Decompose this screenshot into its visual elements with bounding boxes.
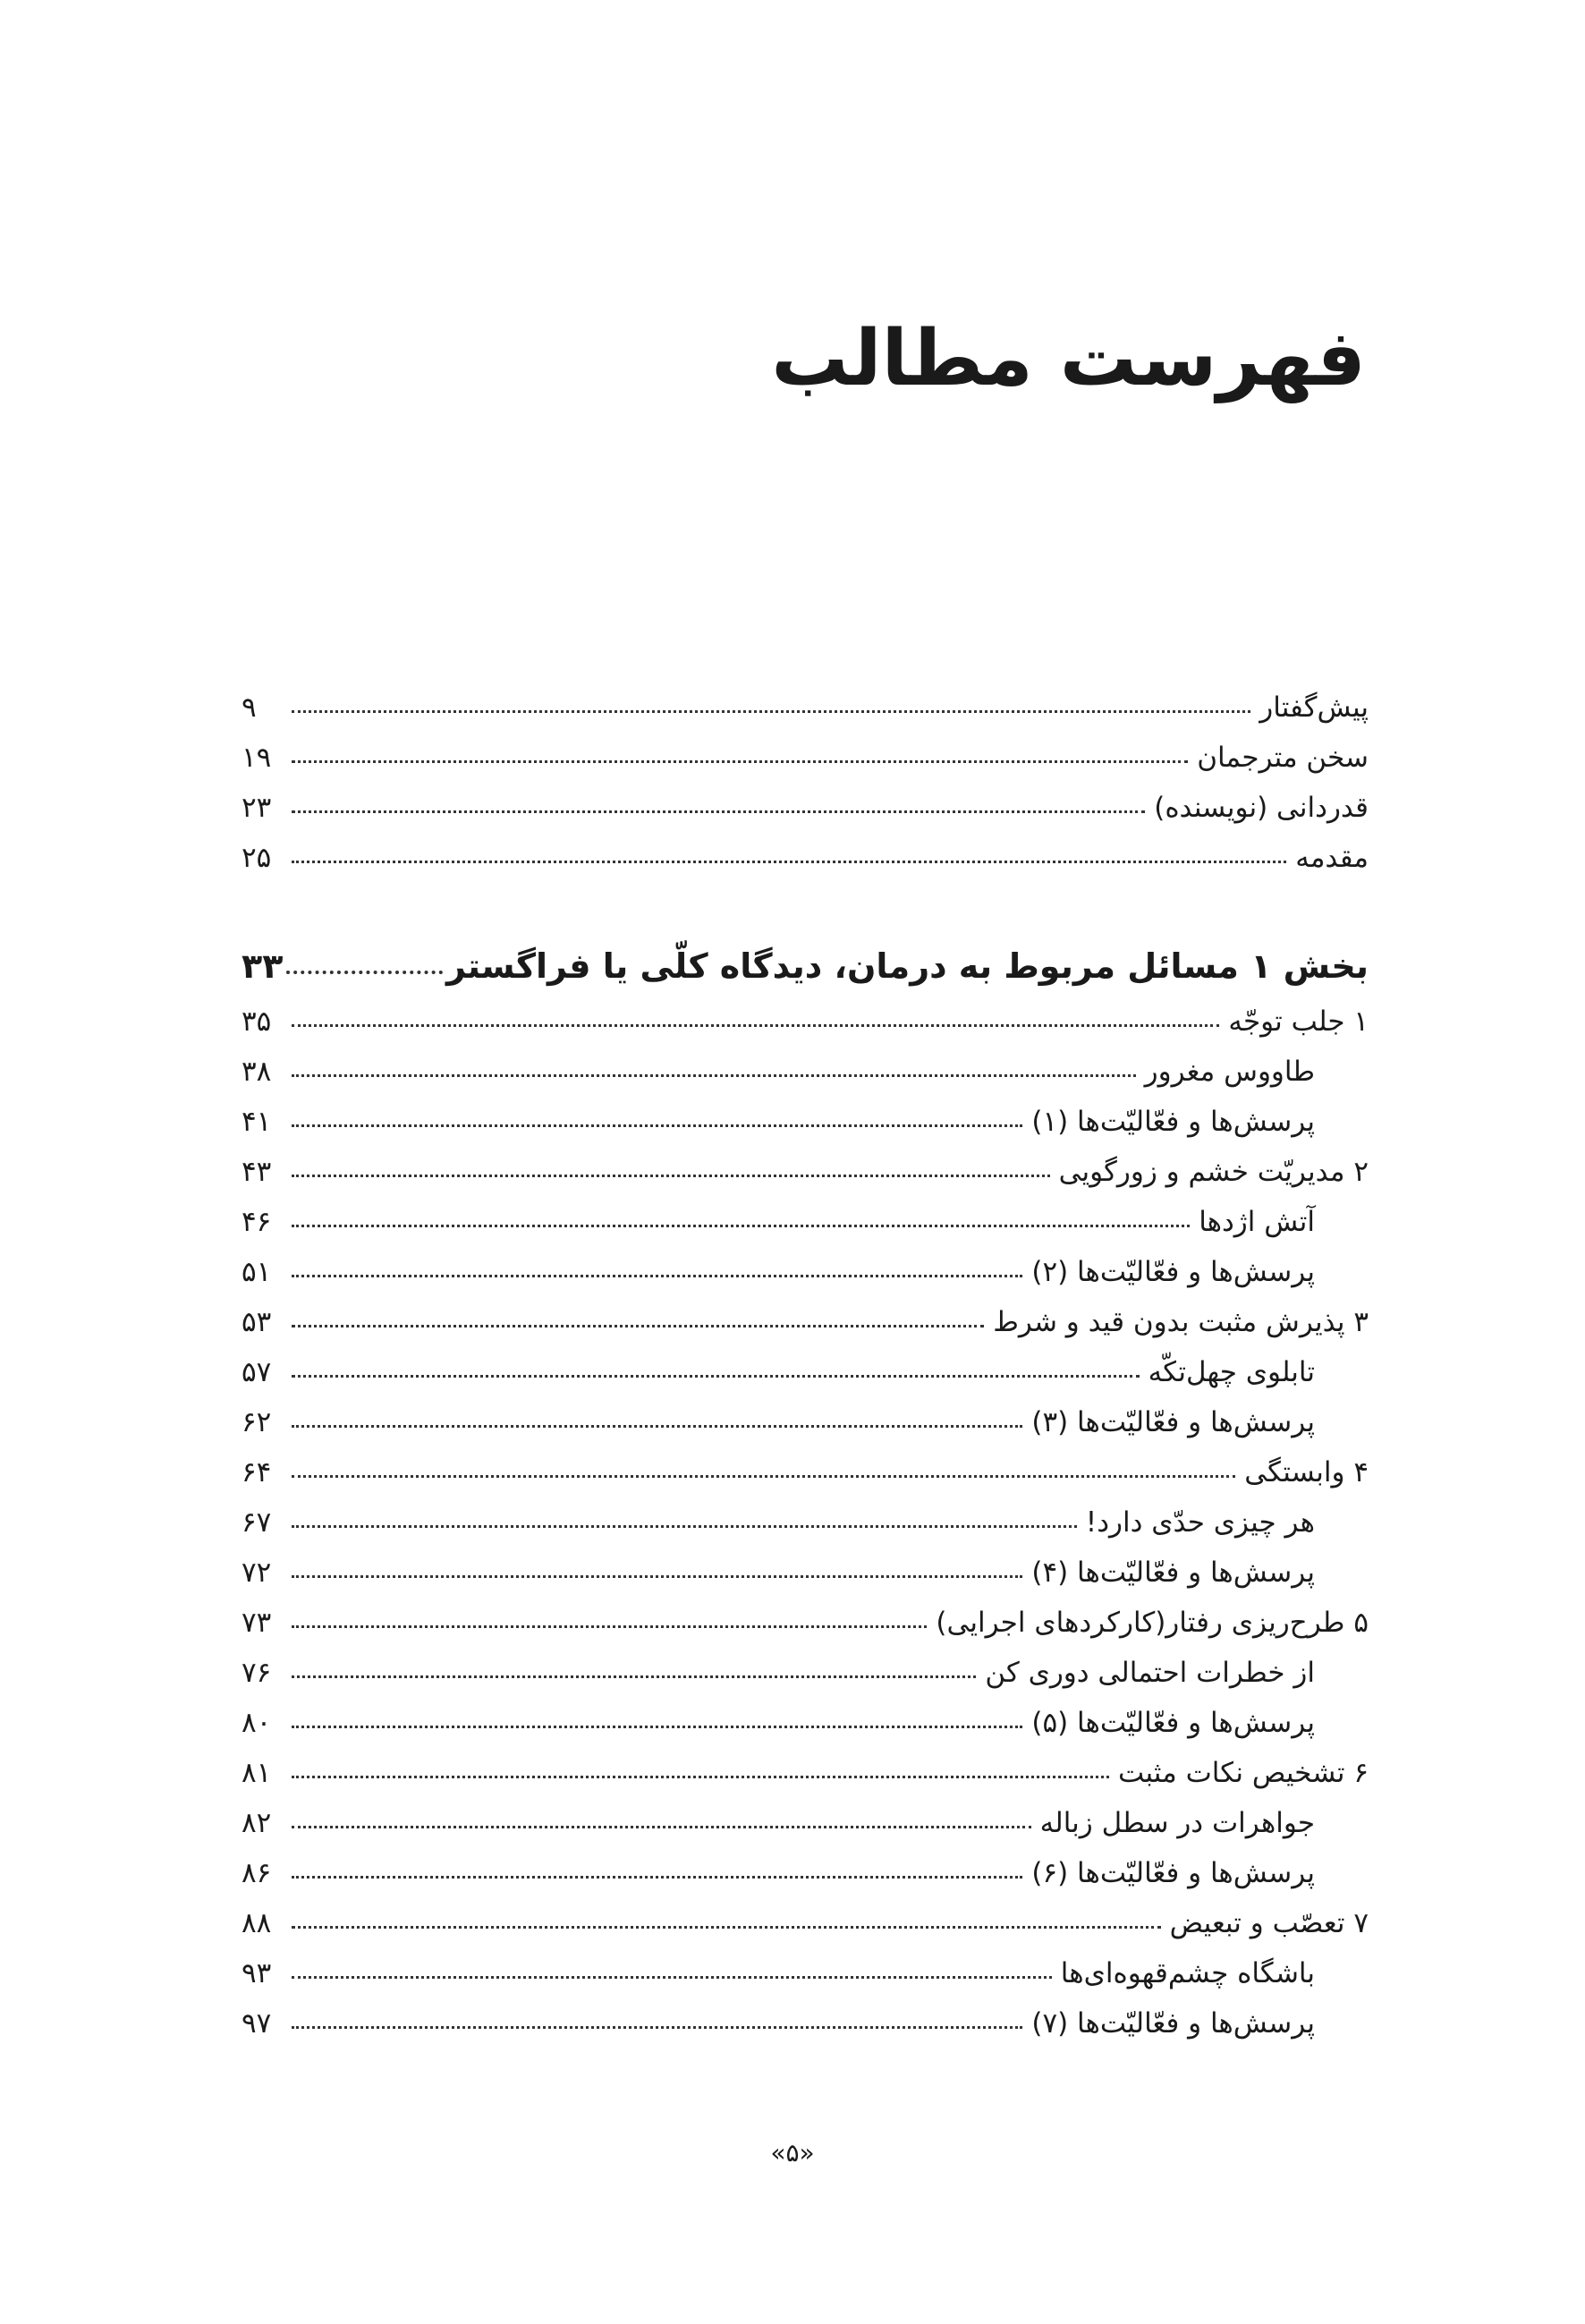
toc-chapter: [242, 1306, 1369, 1339]
toc-entry: [242, 842, 1369, 875]
dot-leader: [292, 710, 1250, 713]
toc-entry-label: قدردانی (نویسنده): [1154, 792, 1369, 824]
toc-chapter-label: ۲ مدیریّت خشم و زورگویی: [1058, 1156, 1369, 1188]
toc-subentry: [242, 1707, 1315, 1740]
toc-entry-label: پیش‌گفتار: [1259, 691, 1369, 724]
toc-entry-page: ۱۹: [242, 742, 272, 774]
dot-leader: [292, 1776, 1109, 1778]
toc-chapter-label: ۶ تشخیص نکات مثبت: [1118, 1757, 1369, 1789]
toc-subentry-page: ۹۷: [242, 2007, 272, 2040]
toc-chapter-label: ۳ پذیرش مثبت بدون قید و شرط: [993, 1306, 1369, 1338]
toc-subentry-page: ۵۷: [242, 1356, 272, 1388]
toc-subentry-label: پرسش‌ها و فعّالیّت‌ها (۳): [1031, 1406, 1315, 1438]
toc-chapter-page: ۸۸: [242, 1907, 272, 1939]
toc-part-page: ۳۳: [242, 946, 284, 986]
page-number: «۵»: [770, 2138, 815, 2167]
dot-leader: [286, 971, 443, 974]
toc-subentry-page: ۸۰: [242, 1707, 272, 1739]
toc-entry: [242, 691, 1369, 725]
toc-entry-page: ۲۵: [242, 842, 272, 874]
toc-subentry: [242, 1056, 1315, 1089]
toc-chapter-page: ۵۳: [242, 1306, 272, 1338]
toc-subentry-label: پرسش‌ها و فعّالیّت‌ها (۷): [1031, 2007, 1315, 2040]
dot-leader: [292, 1976, 1052, 1979]
toc-subentry-label: هر چیزی حدّی دارد!: [1085, 1506, 1315, 1539]
toc-subentry: [242, 1957, 1315, 1990]
dot-leader: [292, 1175, 1050, 1177]
toc-subentry-label: پرسش‌ها و فعّالیّت‌ها (۶): [1031, 1857, 1315, 1889]
dot-leader: [292, 1425, 1022, 1428]
toc-subentry-page: ۸۲: [242, 1807, 272, 1839]
toc-subentry-label: پرسش‌ها و فعّالیّت‌ها (۵): [1031, 1707, 1315, 1739]
toc-subentry-label: پرسش‌ها و فعّالیّت‌ها (۱): [1031, 1106, 1315, 1138]
toc-subentry: [242, 1206, 1315, 1239]
dot-leader: [292, 1074, 1136, 1077]
toc-subentry: [242, 1857, 1315, 1890]
toc-chapter: [242, 1607, 1369, 1640]
dot-leader: [292, 2026, 1022, 2029]
toc-chapter: [242, 1456, 1369, 1489]
toc-chapter: [242, 1156, 1369, 1189]
toc-chapter-page: ۸۱: [242, 1757, 272, 1789]
toc-part-label: بخش ۱ مسائل مربوط به درمان، دیدگاه کلّی یا فراگستر: [446, 946, 1369, 986]
toc-part-heading: [242, 946, 1369, 988]
toc-entry: [242, 792, 1369, 825]
toc-chapter-page: ۶۴: [242, 1456, 272, 1489]
toc-chapter-label: ۷ تعصّب و تبعیض: [1169, 1907, 1369, 1939]
dot-leader: [292, 1275, 1022, 1277]
toc-subentry: [242, 1657, 1315, 1690]
toc-subentry-label: تابلوی چهل‌تکّه: [1148, 1356, 1315, 1388]
dot-leader: [292, 861, 1286, 863]
dot-leader: [292, 760, 1188, 763]
dot-leader: [292, 1726, 1022, 1728]
toc-subentry-page: ۴۱: [242, 1106, 272, 1138]
dot-leader: [292, 1926, 1161, 1929]
toc-chapter-label: ۵ طرح‌ریزی رفتار(کارکردهای اجرایی): [936, 1607, 1369, 1639]
toc-chapter-page: ۷۳: [242, 1607, 272, 1639]
dot-leader: [292, 1625, 927, 1628]
toc-subentry-page: ۷۶: [242, 1657, 272, 1689]
toc-subentry-label: طاووس مغرور: [1144, 1056, 1315, 1088]
toc-subentry-label: باشگاه چشم‌قهوه‌ای‌ها: [1060, 1957, 1315, 1989]
page-title: فهرست مطالب: [771, 314, 1366, 403]
toc-subentry-page: ۷۲: [242, 1556, 272, 1589]
toc-chapter-label: ۱ جلب توجّه: [1228, 1005, 1369, 1038]
toc-subentry: [242, 1106, 1315, 1139]
toc-subentry-label: از خطرات احتمالی دوری کن: [985, 1657, 1315, 1689]
toc-subentry-page: ۳۸: [242, 1056, 272, 1088]
toc-entry-page: ۹: [242, 691, 257, 724]
dot-leader: [292, 1675, 976, 1678]
dot-leader: [292, 1575, 1022, 1578]
toc-subentry: [242, 1807, 1315, 1840]
dot-leader: [292, 1826, 1031, 1828]
toc-subentry: [242, 1506, 1315, 1539]
toc-subentry: [242, 1406, 1315, 1439]
toc-chapter: [242, 1907, 1369, 1940]
toc-subentry: [242, 2007, 1315, 2040]
dot-leader: [292, 1325, 984, 1327]
toc-entry: [242, 742, 1369, 775]
toc-entry-page: ۲۳: [242, 792, 272, 824]
toc-subentry-page: ۶۲: [242, 1406, 272, 1438]
toc-subentry-label: جواهرات در سطل زباله: [1039, 1807, 1315, 1839]
toc-subentry-label: پرسش‌ها و فعّالیّت‌ها (۴): [1031, 1556, 1315, 1589]
toc-entry-label: سخن مترجمان: [1197, 742, 1369, 774]
toc-chapter: [242, 1757, 1369, 1790]
dot-leader: [292, 1375, 1140, 1378]
toc-entry-label: مقدمه: [1295, 842, 1369, 874]
dot-leader: [292, 1225, 1190, 1227]
toc-subentry-page: ۴۶: [242, 1206, 272, 1238]
toc-subentry: [242, 1256, 1315, 1289]
toc-chapter-page: ۳۵: [242, 1005, 272, 1038]
toc-subentry-page: ۸۶: [242, 1857, 272, 1889]
dot-leader: [292, 1124, 1022, 1127]
dot-leader: [292, 810, 1145, 813]
toc-chapter-page: ۴۳: [242, 1156, 272, 1188]
dot-leader: [292, 1024, 1219, 1027]
toc-subentry-page: ۹۳: [242, 1957, 272, 1989]
toc-chapter-label: ۴ وابستگی: [1244, 1456, 1369, 1489]
dot-leader: [292, 1475, 1235, 1478]
toc-subentry: [242, 1356, 1315, 1389]
toc-chapter: [242, 1005, 1369, 1039]
toc-subentry-label: آتش اژدها: [1199, 1206, 1315, 1238]
toc-subentry-page: ۶۷: [242, 1506, 272, 1539]
dot-leader: [292, 1525, 1077, 1528]
toc-subentry-page: ۵۱: [242, 1256, 272, 1288]
toc-subentry-label: پرسش‌ها و فعّالیّت‌ها (۲): [1031, 1256, 1315, 1288]
dot-leader: [292, 1876, 1022, 1879]
toc-subentry: [242, 1556, 1315, 1590]
